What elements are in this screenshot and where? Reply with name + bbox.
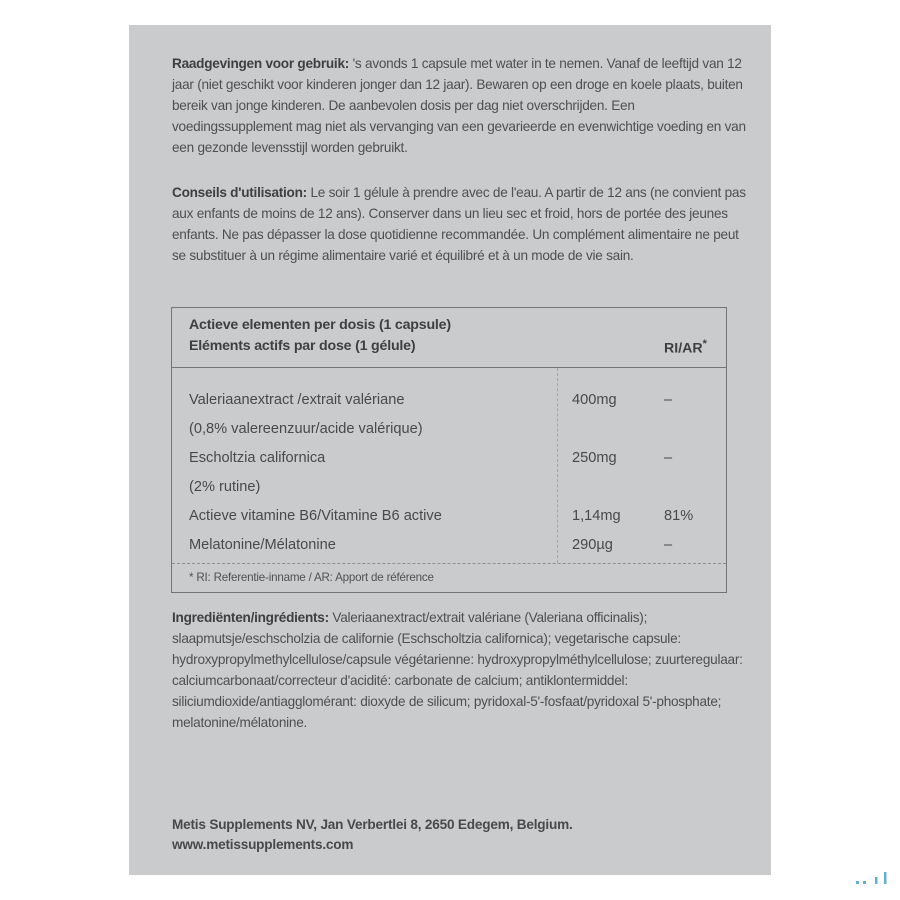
table-row	[172, 445, 726, 474]
row-name: (2% rutine)	[189, 479, 261, 495]
ri-header-mark: *	[702, 338, 707, 350]
row-amount: 400mg	[572, 392, 617, 408]
row-name: Escholtzia californica	[189, 450, 326, 466]
table-row	[172, 532, 726, 561]
table-header-nl: Actieve elementen per dosis (1 capsule)	[189, 317, 451, 333]
row-name: Valeriaanextract /extrait valériane	[189, 392, 405, 408]
table-header-fr: Eléments actifs par dose (1 gélule)	[189, 338, 416, 354]
company-website: www.metissupplements.com	[172, 837, 354, 852]
ingredients-text: Valeriaanextract/extrait valériane (Valeriana officinalis); slaapmutsje/eschscholzia de californie (Eschscholtzia californica); vegetarische capsule: hydroxypropylmethylcellulose/capsule végétarienne: hydroxypropylméthylcellulose; zuurteregulaar: calciumcarbonaat/correcteur d'acidité: carbonate de calcium; antiklontermiddel: siliciumdioxide/antiagglomérant: dioxyde de silicum; pyridoxal-5'-fosfaat/pyridoxal 5'-phosphate; melatonine/mélatonine.	[172, 610, 743, 730]
ingredients-label: Ingrediënten/ingrédients:	[172, 610, 329, 625]
watermark-logo-icon	[853, 870, 893, 890]
usage-fr-label: Conseils d'utilisation:	[172, 185, 307, 200]
footnote-text: * RI: Referentie-inname / AR: Apport de référence	[189, 571, 434, 584]
table-row	[172, 474, 726, 503]
table-footnote	[172, 563, 726, 592]
row-name: (0,8% valereenzuur/acide valérique)	[189, 421, 423, 437]
table-row	[172, 416, 726, 445]
usage-instructions-fr	[172, 182, 747, 266]
usage-fr-text: Le soir 1 gélule à prendre avec de l'eau. A partir de 12 ans (ne convient pas aux enfants de moins de 12 ans). Conserver dans un lieu sec et froid, hors de portée des jeunes enfants. Ne pas dépasser la dose quotidienne recommandée. Un complément alimentaire ne peut se substituer à un régime alimentaire varié et équilibré et à un mode de vie sain.	[172, 185, 746, 263]
ri-header-label: RI/AR	[664, 340, 703, 357]
row-ri: 81%	[664, 508, 694, 524]
row-name: Melatonine/Mélatonine	[189, 537, 336, 553]
table-header	[172, 308, 726, 368]
row-ri: –	[664, 450, 673, 466]
table-row	[172, 387, 726, 416]
ingredients-list	[172, 607, 747, 733]
usage-nl-text: 's avonds 1 capsule met water in te nemen. Vanaf de leeftijd van 12 jaar (niet geschikt voor kinderen jonger dan 12 jaar). Bewaren op een droge en koele plaats, buiten bereik van jonge kinderen. De aanbevolen dosis per dag niet overschrijden. Een voedingssupplement mag niet als vervanging van een gevarieerde en evenwichtige voeding en van een gezonde levensstijl worden gebruikt.	[172, 56, 746, 155]
row-ri: –	[664, 537, 673, 553]
table-header-ri	[664, 338, 707, 357]
product-label-panel	[129, 25, 771, 875]
row-amount: 1,14mg	[572, 508, 621, 524]
row-ri: –	[664, 392, 673, 408]
table-row	[172, 503, 726, 532]
row-amount: 250mg	[572, 450, 617, 466]
row-name: Actieve vitamine B6/Vitamine B6 active	[189, 508, 442, 524]
row-amount: 290µg	[572, 537, 613, 553]
usage-instructions-nl	[172, 53, 747, 158]
usage-nl-label: Raadgevingen voor gebruik:	[172, 56, 350, 71]
active-elements-table	[171, 307, 727, 593]
company-address: Metis Supplements NV, Jan Verbertlei 8, 2650 Edegem, Belgium.	[172, 817, 573, 832]
